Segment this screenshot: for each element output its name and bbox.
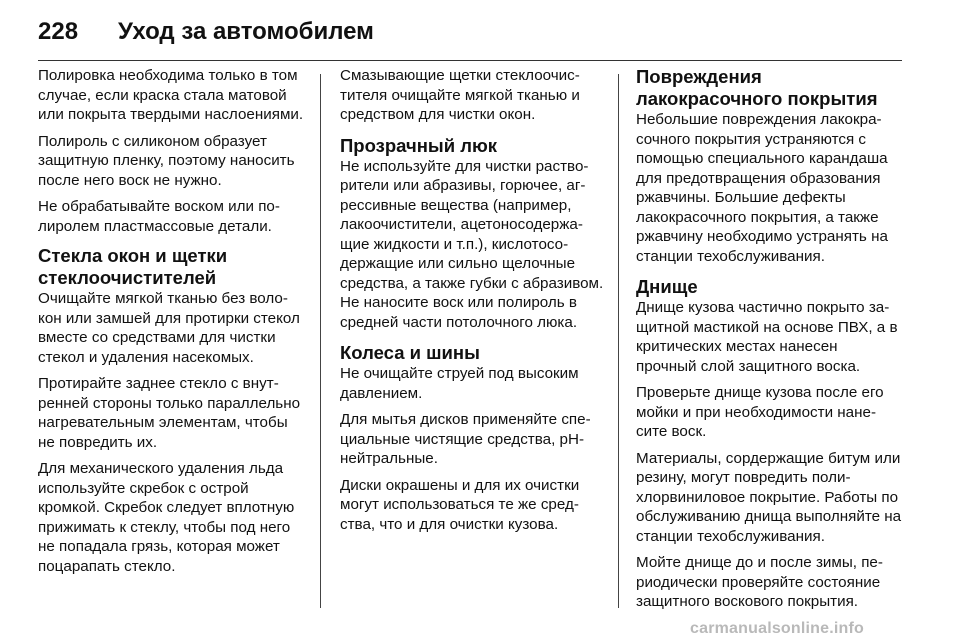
paragraph-sunroof-cleaning: Не используйте для чистки растворители или абразивы, горючее, агрессивные вещества (например, лакоочистители, ацетоносодержащие жидкости и т.п.), кислотосодержащие или сильно щелочные средства, а также губки с абразивом. Не наносите воск или полироль в средней части потолочного люка. (340, 157, 604, 331)
column-divider (618, 74, 619, 608)
paragraph-silicone-polish: Полироль с силиконом образует защитную пленку, поэтому наносить после него воск не нужно. (38, 132, 295, 189)
paragraph-bitumen: Материалы, сордержащие битум или резину, могут повредить полихлорвиниловое покрытие. Работы по обслуживанию днища выполняйте на станции техобслуживания. (636, 449, 902, 545)
paragraph-underbody-coating: Днище кузова частично покрыто защитной мастикой на основе ПВХ, а в критических местах нанесен прочный слой защитного воска. (636, 299, 898, 375)
header-rule (38, 60, 902, 61)
column-divider (320, 74, 321, 608)
paragraph-wheel-cleaner: Для мытья дисков применяйте специальные чистящие средства, pH-нейтральные. (340, 411, 591, 467)
column-3 (636, 66, 902, 619)
paragraph-window-cleaning: Очищайте мягкой тканью без волокон или замшей для протирки стекол вместе со средствами для чистки стекол и удаления насекомых. (38, 290, 300, 366)
paragraph-winter-wash: Мойте днище до и после зимы, периодически проверяйте состояние защитного воскового покрытия. (636, 554, 883, 610)
watermark: carmanualsonline.info (690, 620, 865, 637)
paragraph-wiper-blades: Смазывающие щетки стеклоочистителя очищайте мягкой тканью и средством для чистки окон. (340, 67, 580, 123)
heading-paint-damage: Повреждения лакокрасочного покрытия (636, 66, 878, 109)
page-header (0, 0, 960, 62)
column-1 (38, 66, 304, 583)
paragraph-painted-wheels: Диски окрашены и для их очистки могут использоваться те же средства, что и для очистки кузова. (340, 476, 580, 533)
page-title: Уход за автомобилем (118, 18, 374, 45)
heading-underbody: Днище (636, 276, 698, 297)
paragraph-paint-repair: Небольшие повреждения лакокрасочного покрытия устраняются с помощью специального карандаша для предотвращения образования ржавчины. Большие дефекты лакокрасочного покрытия, а также ржавчину необходимо устранять на станции техобслуживания. (636, 111, 888, 265)
column-2 (340, 66, 606, 541)
paragraph-polishing: Полировка необходима только в том случае, если краска стала матовой или покрыта твердыми наслоениями. (38, 67, 304, 123)
paragraph-ice-scraper: Для механического удаления льда используйте скребок с острой кромкой. Скребок следует вплотную прижимать к стеклу, чтобы под него не попадала грязь, которая может поцарапать стекло. (38, 460, 295, 575)
page-number: 228 (38, 18, 79, 45)
paragraph-plastic-parts: Не обрабатывайте воском или полиролем пластмассовые детали. (38, 198, 280, 235)
heading-windows-wipers: Стекла окон и щетки стеклоочистителей (38, 245, 228, 288)
paragraph-rear-window: Протирайте заднее стекло с внутренней стороны только параллельно нагревательным элементам, чтобы не повредить их. (38, 375, 301, 451)
heading-sunroof: Прозрачный люк (340, 134, 498, 156)
heading-wheels-tyres: Колеса и шины (340, 342, 480, 363)
paragraph-underbody-check: Проверьте днище кузова после его мойки и при необходимости нанесите воск. (636, 384, 884, 440)
paragraph-high-pressure: Не очищайте струей под высоким давлением. (340, 365, 579, 402)
